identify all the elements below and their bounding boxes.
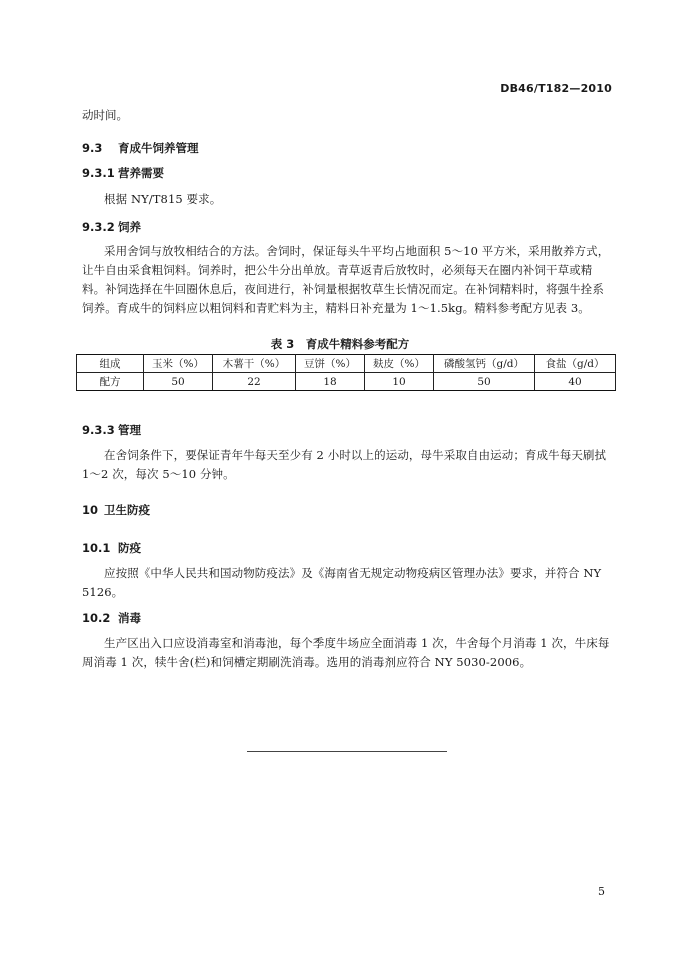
table-3-title: 表 3 育成牛精料参考配方 — [270, 337, 410, 351]
table-cell: 配方 — [77, 373, 144, 391]
table-cell: 10 — [365, 373, 434, 391]
section-9-3-3-heading — [82, 422, 141, 438]
section-number: 9.3.1 — [82, 166, 115, 180]
table-header-cell: 组成 — [77, 355, 144, 373]
table-header-cell: 食盐（g/d） — [535, 355, 616, 373]
continued-text: 动时间。 — [82, 108, 128, 122]
section-number: 9.3 — [82, 141, 103, 155]
section-title: 营养需要 — [118, 166, 164, 180]
section-10-1-paragraph: 应按照《中华人民共和国动物防疫法》及《海南省无规定动物疫病区管理办法》要求，并符合 NY 5126。 — [82, 566, 602, 599]
section-10-2-paragraph: 生产区出入口应设消毒室和消毒池，每个季度牛场应全面消毒 1 次，牛舍每个月消毒 1 次，牛床每周消毒 1 次，犊牛舍(栏)和饲槽定期刷洗消毒。选用的消毒剂应符合 NY 5030-2006。 — [82, 636, 610, 669]
table-header-cell: 磷酸氢钙（g/d） — [434, 355, 535, 373]
section-9-3-2-paragraph: 采用舍饲与放牧相结合的方法。舍饲时，保证每头牛平均占地面积 5～10 平方米，采用散养方式，让牛自由采食粗饲料。饲养时，把公牛分出单放。青草返青后放牧时，必须每天在圈内补饲干草或精料。补饲选择在牛回圈休息后，夜间进行，补饲量根据牧草生长情况而定。在补饲精料时，将强牛拴系饲养。育成牛的饲料应以粗饲料和青贮料为主，精料日补充量为 1～1.5kg。精料参考配方见表 3。 — [82, 244, 610, 315]
section-number: 9.3.3 — [82, 423, 115, 437]
section-title: 防疫 — [118, 541, 141, 555]
table-cell: 22 — [213, 373, 296, 391]
section-title: 消毒 — [118, 611, 141, 625]
section-9-3-heading — [82, 140, 199, 156]
section-number: 10.2 — [82, 611, 111, 625]
table-cell: 50 — [434, 373, 535, 391]
section-9-3-1-paragraph: 根据 NY/T815 要求。 — [104, 192, 222, 206]
page-number: 5 — [598, 885, 605, 898]
section-9-3-2-heading — [82, 219, 141, 235]
table-3 — [76, 354, 616, 391]
section-title: 管理 — [118, 423, 141, 437]
table-cell: 40 — [535, 373, 616, 391]
table-cell: 18 — [296, 373, 365, 391]
table-header-cell: 豆饼（%） — [296, 355, 365, 373]
table-header-row — [77, 355, 616, 373]
section-10-heading — [82, 502, 150, 518]
table-header-cell: 木薯干（%） — [213, 355, 296, 373]
section-10-2-heading — [82, 610, 141, 626]
table-header-cell: 玉米（%） — [144, 355, 213, 373]
table-cell: 50 — [144, 373, 213, 391]
section-number: 10.1 — [82, 541, 111, 555]
section-9-3-3-paragraph: 在舍饲条件下，要保证青年牛每天至少有 2 小时以上的运动，母牛采取自由运动；育成牛每天刷拭 1～2 次，每次 5～10 分钟。 — [82, 448, 607, 481]
section-10-1-heading — [82, 540, 141, 556]
end-of-document-rule — [247, 751, 447, 752]
section-title: 育成牛饲养管理 — [118, 141, 199, 155]
section-number: 9.3.2 — [82, 220, 115, 234]
section-title: 卫生防疫 — [104, 503, 150, 517]
section-9-3-1-heading — [82, 165, 164, 181]
table-row — [77, 373, 616, 391]
section-number: 10 — [82, 503, 99, 517]
section-title: 饲养 — [118, 220, 141, 234]
standard-code: DB46/T182—2010 — [500, 82, 612, 95]
table-header-cell: 麸皮（%） — [365, 355, 434, 373]
